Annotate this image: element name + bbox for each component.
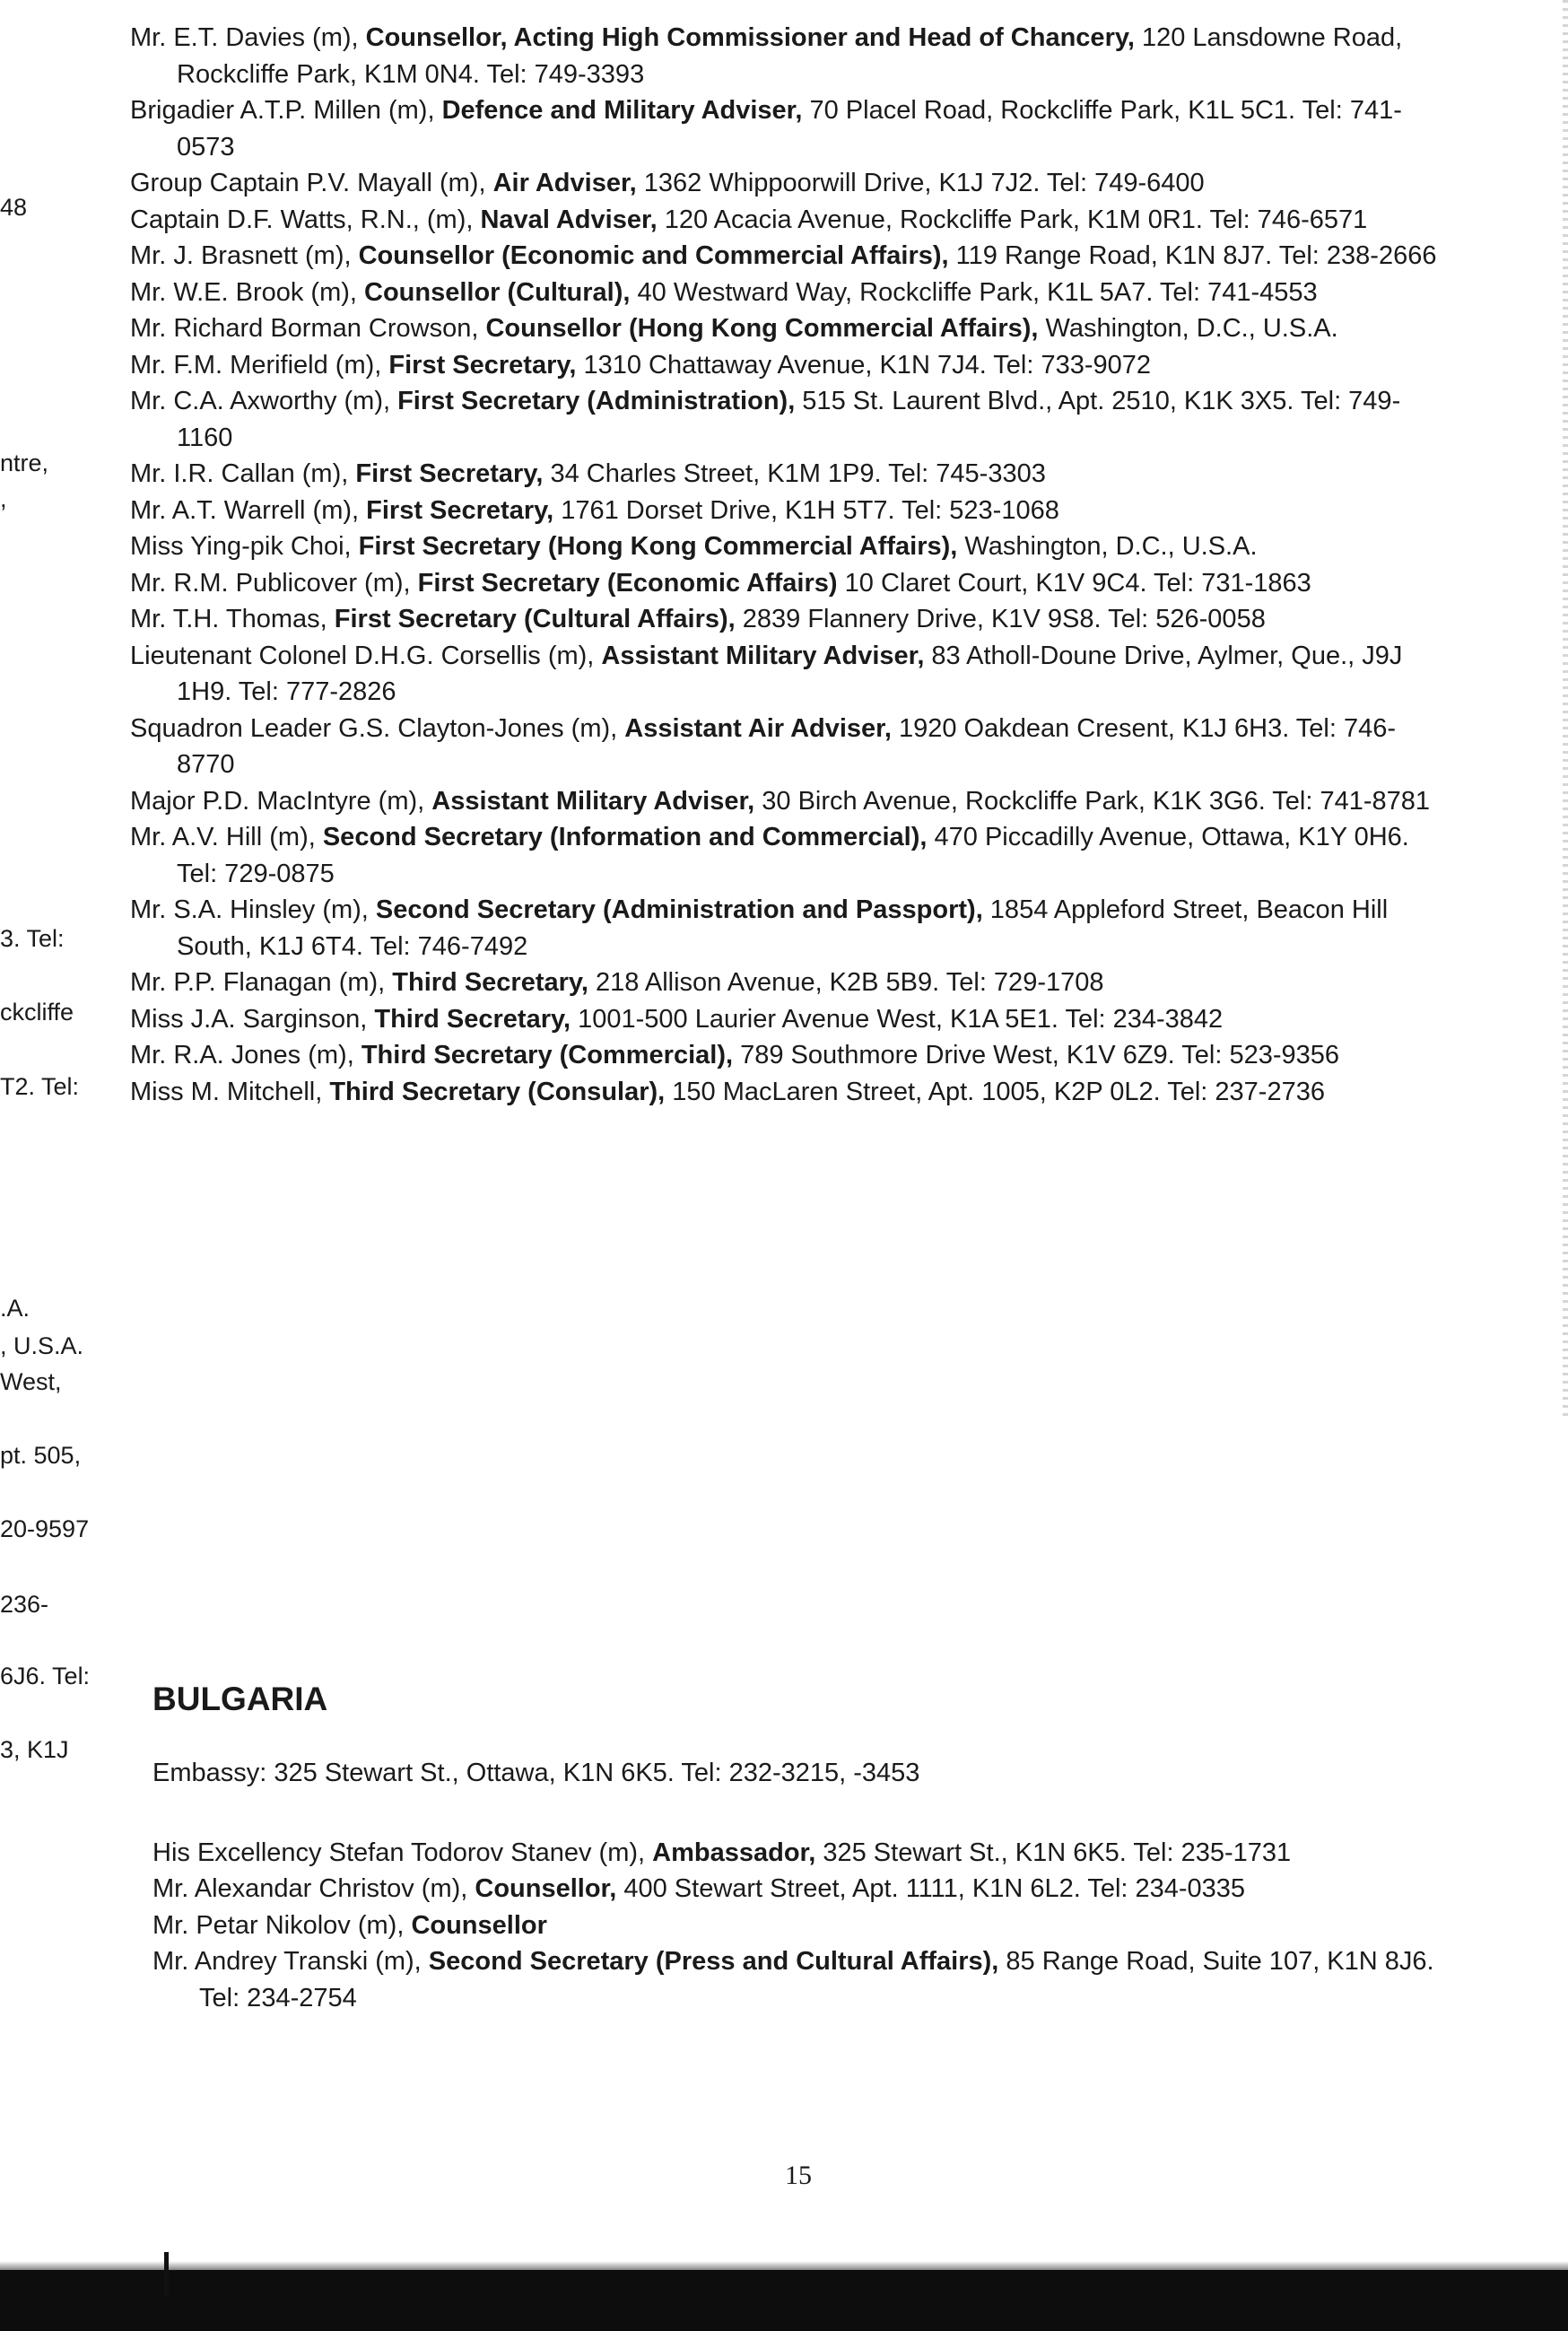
margin-fragment: .A.: [0, 1295, 30, 1322]
address-phone: 470 Piccadilly Avenue, Ottawa, K1Y 0H6. Tel: 729-0875: [177, 823, 1409, 888]
address-phone: 789 Southmore Drive West, K1V 6Z9. Tel: 523-9356: [733, 1041, 1339, 1069]
staff-entry: [130, 383, 1453, 456]
margin-fragment: 236-: [0, 1591, 49, 1618]
bulgaria-staff-entry: [152, 1835, 1453, 1872]
staff-entry: [130, 493, 1453, 529]
position-title: First Secretary (Hong Kong Commercial Affairs),: [358, 532, 958, 561]
person-name: Mr. R.M. Publicover (m),: [130, 568, 418, 598]
staff-entry: [130, 528, 1453, 565]
person-name: Mr. R.A. Jones (m),: [130, 1041, 362, 1069]
address-phone: 325 Stewart St., K1N 6K5. Tel: 235-1731: [815, 1838, 1292, 1867]
address-phone: 1362 Whippoorwill Drive, K1J 7J2. Tel: 749-6400: [636, 169, 1205, 197]
scan-edge-shadow: [1563, 0, 1568, 1418]
position-title: Counsellor (Economic and Commercial Affairs),: [358, 241, 949, 270]
person-name: Mr. F.M. Merifield (m),: [130, 350, 389, 380]
staff-entry: [130, 456, 1453, 493]
position-title: Counsellor, Acting High Commissioner and Head of Chancery,: [365, 23, 1135, 52]
position-title: Air Adviser,: [492, 169, 637, 197]
person-name: Mr. P.P. Flanagan (m),: [130, 968, 393, 997]
margin-fragment: 48: [0, 194, 28, 221]
person-name: Mr. T.H. Thomas,: [130, 605, 335, 633]
position-title: Counsellor: [411, 1910, 547, 1940]
address-phone: 1761 Dorset Drive, K1H 5T7. Tel: 523-1068: [553, 495, 1059, 525]
position-title: First Secretary,: [388, 350, 577, 380]
staff-entry: [130, 565, 1453, 602]
person-name: Miss J.A. Sarginson,: [130, 1004, 375, 1034]
position-title: Second Secretary (Information and Commercial),: [322, 823, 928, 851]
margin-fragment: pt. 505,: [0, 1442, 82, 1469]
bulgaria-staff-entry: [152, 1908, 1453, 1944]
person-name: His Excellency Stefan Todorov Stanev (m),: [152, 1838, 653, 1867]
staff-entry: [130, 347, 1453, 384]
staff-entry: [130, 238, 1453, 275]
person-name: Mr. W.E. Brook (m),: [130, 277, 365, 307]
address-phone: 30 Birch Avenue, Rockcliffe Park, K1K 3G6. Tel: 741-8781: [754, 786, 1431, 816]
staff-entry: [130, 1074, 1453, 1111]
staff-entry: [130, 638, 1453, 711]
person-name: Captain D.F. Watts, R.N., (m),: [130, 205, 481, 234]
staff-entry: [130, 711, 1453, 783]
address-phone: 150 MacLaren Street, Apt. 1005, K2P 0L2. Tel: 237-2736: [665, 1077, 1325, 1106]
position-title: Counsellor,: [475, 1874, 617, 1903]
address-phone: 10 Claret Court, K1V 9C4. Tel: 731-1863: [837, 568, 1311, 598]
person-name: Miss Ying-pik Choi,: [130, 532, 359, 561]
person-name: Mr. A.V. Hill (m),: [130, 823, 323, 851]
address-phone: 2839 Flannery Drive, K1V 9S8. Tel: 526-0058: [735, 605, 1266, 633]
margin-fragment: 3. Tel:: [0, 925, 65, 952]
person-name: Mr. Andrey Transki (m),: [152, 1947, 429, 1976]
address-phone: Washington, D.C., U.S.A.: [957, 532, 1258, 561]
person-name: Mr. Petar Nikolov (m),: [152, 1910, 412, 1940]
position-title: Counsellor (Cultural),: [364, 277, 631, 307]
address-phone: 83 Atholl-Doune Drive, Aylmer, Que., J9J 1H9. Tel: 777-2826: [177, 641, 1403, 706]
address-phone: 120 Acacia Avenue, Rockcliffe Park, K1M 0R1. Tel: 746-6571: [657, 205, 1368, 234]
position-title: First Secretary,: [366, 495, 554, 525]
margin-fragment: ckcliffe: [0, 999, 74, 1026]
address-phone: 70 Placel Road, Rockcliffe Park, K1L 5C1. Tel: 741-0573: [177, 96, 1402, 162]
margin-fragment: 6J6. Tel:: [0, 1663, 91, 1689]
person-name: Group Captain P.V. Mayall (m),: [130, 169, 493, 197]
address-phone: Washington, D.C., U.S.A.: [1038, 314, 1338, 343]
staff-entry: [130, 92, 1453, 165]
address-phone: 400 Stewart Street, Apt. 1111, K1N 6L2. Tel: 234-0335: [616, 1874, 1246, 1903]
staff-entry: [130, 601, 1453, 638]
country-heading: BULGARIA: [152, 1681, 328, 1717]
scan-bottom-edge: [0, 2270, 1568, 2331]
position-title: Defence and Military Adviser,: [441, 96, 803, 125]
position-title: Third Secretary,: [374, 1004, 571, 1034]
position-title: Second Secretary (Administration and Passport),: [375, 895, 983, 924]
position-title: First Secretary (Cultural Affairs),: [334, 605, 736, 633]
position-title: Third Secretary,: [392, 968, 588, 997]
margin-fragment: ,: [0, 485, 7, 512]
main-directory-column: [130, 20, 1453, 1110]
position-title: Third Secretary (Commercial),: [361, 1041, 734, 1069]
position-title: First Secretary (Administration),: [397, 387, 796, 415]
embassy-address: Embassy: 325 Stewart St., Ottawa, K1N 6K5. Tel: 232-3215, -3453: [152, 1759, 920, 1787]
address-phone: 34 Charles Street, K1M 1P9. Tel: 745-3303: [543, 459, 1046, 488]
scan-gutter-mark: [164, 2252, 169, 2297]
person-name: Mr. E.T. Davies (m),: [130, 23, 366, 52]
position-title: First Secretary (Economic Affairs): [417, 568, 838, 598]
person-name: Major P.D. MacIntyre (m),: [130, 786, 432, 816]
position-title: Ambassador,: [652, 1838, 816, 1867]
staff-entry: [130, 310, 1453, 347]
bulgaria-section: [152, 1678, 1453, 2016]
bulgaria-staff-entry: [152, 1871, 1453, 1908]
person-name: Mr. S.A. Hinsley (m),: [130, 895, 376, 924]
person-name: Squadron Leader G.S. Clayton-Jones (m),: [130, 713, 625, 743]
position-title: Counsellor (Hong Kong Commercial Affairs),: [485, 314, 1039, 343]
left-margin-fragments: [0, 0, 135, 2153]
staff-entry: [130, 965, 1453, 1001]
staff-entry: [130, 1037, 1453, 1074]
address-phone: 40 Westward Way, Rockcliffe Park, K1L 5A7. Tel: 741-4553: [630, 277, 1318, 307]
position-title: Second Secretary (Press and Cultural Affairs),: [428, 1947, 999, 1976]
position-title: Assistant Military Adviser,: [431, 786, 755, 816]
staff-entry: [130, 165, 1453, 202]
margin-fragment: 3, K1J: [0, 1736, 69, 1763]
margin-fragment: West,: [0, 1368, 62, 1395]
staff-entry: [130, 275, 1453, 311]
person-name: Mr. J. Brasnett (m),: [130, 241, 359, 270]
address-phone: 218 Allison Avenue, K2B 5B9. Tel: 729-1708: [588, 968, 1104, 997]
margin-fragment: T2. Tel:: [0, 1073, 80, 1100]
person-name: Mr. I.R. Callan (m),: [130, 459, 356, 488]
address-phone: 515 St. Laurent Blvd., Apt. 2510, K1K 3X5. Tel: 749-1160: [177, 387, 1401, 452]
address-phone: 1920 Oakdean Cresent, K1J 6H3. Tel: 746-8770: [177, 713, 1397, 779]
staff-entry: [130, 783, 1453, 820]
page-number: 15: [785, 2161, 812, 2190]
address-phone: 85 Range Road, Suite 107, K1N 8J6. Tel: 234-2754: [199, 1947, 1434, 2012]
position-title: Assistant Military Adviser,: [601, 641, 925, 670]
margin-fragment: ntre,: [0, 450, 49, 476]
margin-fragment: 20-9597: [0, 1515, 90, 1542]
position-title: First Secretary,: [355, 459, 544, 488]
staff-entry: [130, 819, 1453, 892]
address-phone: 1854 Appleford Street, Beacon Hill South, K1J 6T4. Tel: 746-7492: [177, 895, 1389, 961]
person-name: Mr. C.A. Axworthy (m),: [130, 387, 398, 415]
person-name: Brigadier A.T.P. Millen (m),: [130, 96, 442, 125]
person-name: Mr. Alexandar Christov (m),: [152, 1874, 475, 1903]
address-phone: 120 Lansdowne Road, Rockcliffe Park, K1M 0N4. Tel: 749-3393: [177, 23, 1403, 89]
staff-entry: [130, 202, 1453, 239]
address-phone: 1310 Chattaway Avenue, K1N 7J4. Tel: 733-9072: [576, 350, 1152, 380]
position-title: Third Secretary (Consular),: [329, 1077, 666, 1106]
person-name: Lieutenant Colonel D.H.G. Corsellis (m),: [130, 641, 602, 670]
person-name: Mr. Richard Borman Crowson,: [130, 314, 486, 343]
position-title: Assistant Air Adviser,: [624, 713, 892, 743]
staff-entry: [130, 1001, 1453, 1038]
bulgaria-staff-entry: [152, 1943, 1453, 2016]
person-name: Miss M. Mitchell,: [130, 1077, 330, 1106]
position-title: Naval Adviser,: [480, 205, 658, 234]
staff-entry: [130, 20, 1453, 92]
address-phone: 119 Range Road, K1N 8J7. Tel: 238-2666: [948, 241, 1437, 270]
address-phone: 1001-500 Laurier Avenue West, K1A 5E1. Tel: 234-3842: [571, 1004, 1224, 1034]
margin-fragment: , U.S.A.: [0, 1332, 84, 1359]
person-name: Mr. A.T. Warrell (m),: [130, 495, 367, 525]
bulgaria-entries: [152, 1835, 1453, 2017]
staff-entry: [130, 892, 1453, 965]
